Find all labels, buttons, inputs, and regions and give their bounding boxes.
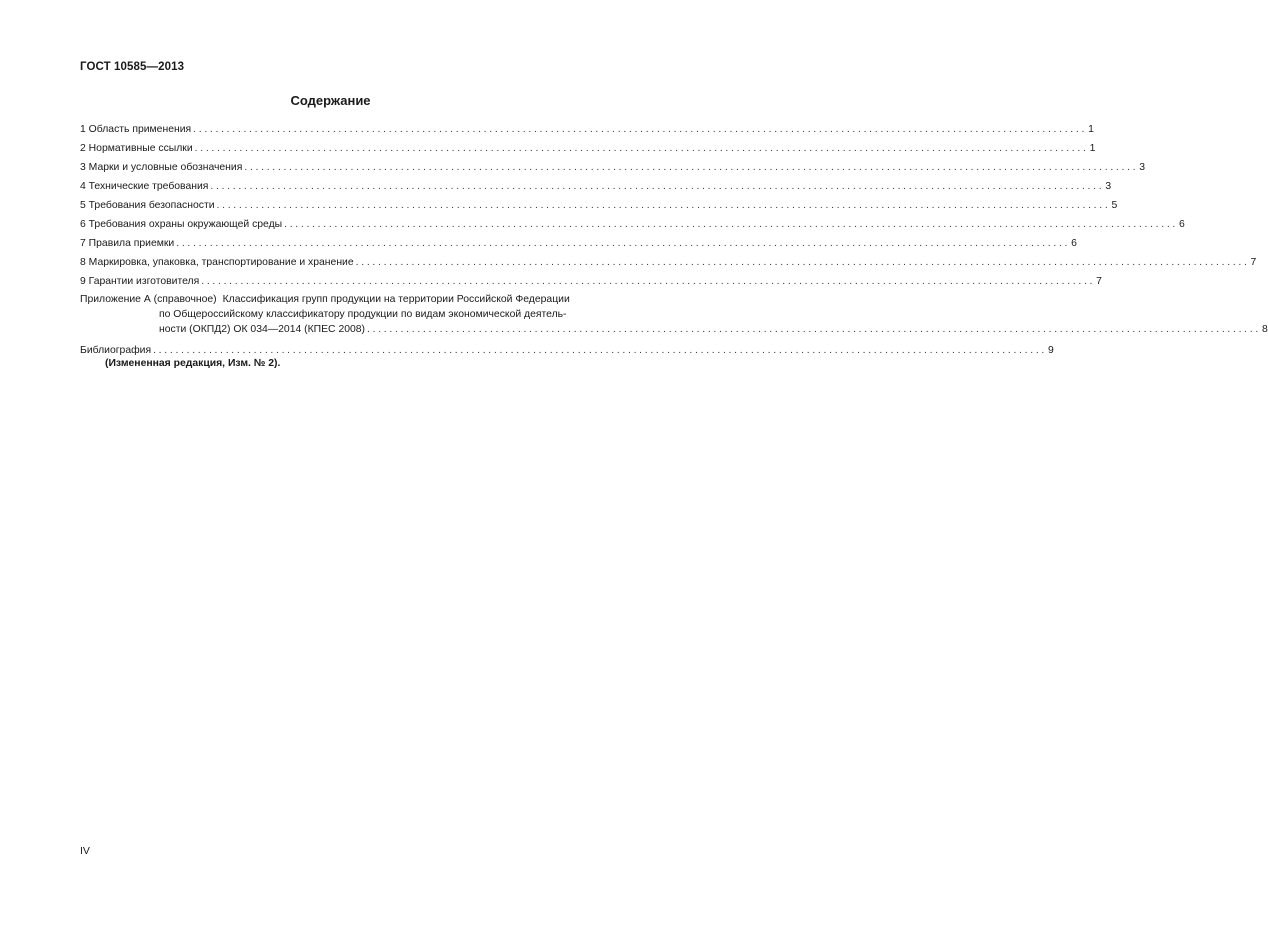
toc-entry-page: 1 bbox=[1089, 143, 1096, 154]
dot-leader: ................................................................................................................................................................ bbox=[153, 345, 1047, 356]
dot-leader: ................................................................................................................................................................ bbox=[201, 276, 1096, 287]
dot-leader: ................................................................................................................................................................ bbox=[194, 143, 1089, 154]
toc-entry[interactable] bbox=[80, 180, 1112, 199]
document-code: ГОСТ 10585—2013 bbox=[80, 61, 185, 73]
dot-leader: ................................................................................................................................................................ bbox=[216, 200, 1111, 211]
dot-leader: ................................................................................................................................................................ bbox=[244, 162, 1139, 173]
toc-entry-label: 3 Марки и условные обозначения bbox=[80, 162, 243, 173]
toc-entry-label: 4 Технические требования bbox=[80, 181, 209, 192]
dot-leader: ................................................................................................................................................................ bbox=[210, 181, 1105, 192]
toc-entry[interactable] bbox=[80, 275, 1102, 294]
toc-entry[interactable] bbox=[80, 142, 1096, 161]
toc-entry-label: 6 Требования охраны окружающей среды bbox=[80, 219, 283, 230]
toc-entry[interactable] bbox=[80, 256, 1257, 275]
appendix-prefix: Приложение А (справочное) bbox=[80, 294, 217, 305]
dot-leader: ................................................................................................................................................................ bbox=[193, 124, 1088, 135]
appendix-title-line-3: ности (ОКПД2) ОК 034—2014 (КПЕС 2008) bbox=[159, 324, 366, 335]
amendment-note: (Измененная редакция, Изм. № 2). bbox=[105, 358, 281, 369]
toc-entry[interactable] bbox=[80, 218, 1185, 237]
toc-entry-page: 9 bbox=[1048, 345, 1054, 356]
toc-entry-page: 3 bbox=[1105, 181, 1112, 192]
table-of-contents bbox=[80, 123, 1268, 363]
toc-entry[interactable] bbox=[80, 237, 1077, 256]
toc-entry-page: 3 bbox=[1139, 162, 1146, 173]
dot-leader: ................................................................................................................................................................ bbox=[355, 257, 1250, 268]
toc-entry[interactable] bbox=[80, 199, 1118, 218]
toc-entry-page: 6 bbox=[1071, 238, 1077, 249]
dot-leader: ................................................................................................................................................................ bbox=[284, 219, 1179, 230]
toc-entry-appendix-a[interactable] bbox=[80, 293, 1268, 342]
toc-entry-label: 7 Правила приемки bbox=[80, 238, 175, 249]
appendix-title-line-2: по Общероссийскому классификатору продукции по видам экономической деятель- bbox=[159, 309, 567, 320]
page-title: Содержание bbox=[290, 93, 371, 108]
toc-entry-label: 9 Гарантии изготовителя bbox=[80, 276, 200, 287]
toc-entry[interactable] bbox=[80, 123, 1094, 142]
toc-entry-label: 1 Область применения bbox=[80, 124, 192, 135]
toc-entry-page: 6 bbox=[1179, 219, 1185, 230]
toc-entry-label: 2 Нормативные ссылки bbox=[80, 143, 193, 154]
toc-entry-label: 5 Требования безопасности bbox=[80, 200, 215, 211]
dot-leader: ................................................................................................................................................................ bbox=[176, 238, 1071, 249]
toc-entry-page: 7 bbox=[1096, 276, 1102, 287]
appendix-heading-line bbox=[80, 293, 608, 308]
toc-entry-label: Библиография bbox=[80, 345, 152, 356]
toc-entry-page: 1 bbox=[1088, 124, 1094, 135]
dot-leader: ................................................................................................................................................................ bbox=[367, 324, 1261, 335]
toc-entry-page: 5 bbox=[1111, 200, 1118, 211]
toc-entry-page: 8 bbox=[1261, 324, 1268, 335]
toc-entry-page: 7 bbox=[1250, 257, 1257, 268]
toc-entry[interactable] bbox=[80, 161, 1146, 180]
toc-entry-label: 8 Маркировка, упаковка, транспортирование и хранение bbox=[80, 257, 354, 268]
appendix-title-line-1: Классификация групп продукции на территории Российской Федерации bbox=[222, 294, 570, 305]
page-number: IV bbox=[80, 845, 90, 857]
appendix-title-line-3-row bbox=[80, 323, 1268, 342]
